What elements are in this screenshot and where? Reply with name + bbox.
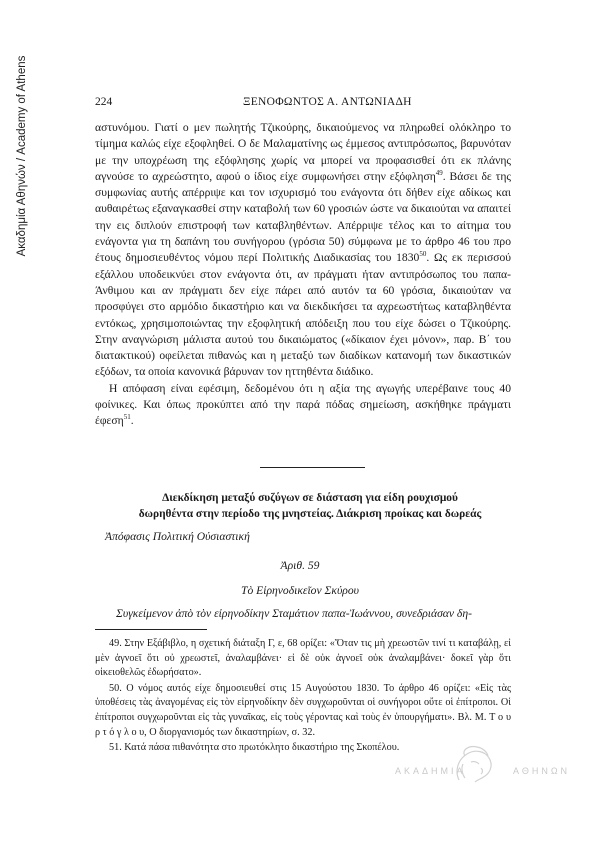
section-heading-line-2: δωρηθέντα στην περίοδο της μνηστείας. Διάκριση προίκας και δωρεάς xyxy=(138,508,482,520)
footnote-ref-51: 51 xyxy=(123,413,131,422)
paragraph-1-part-a: αστυνόμου. Γιατί ο μεν πωλητής Τζικούρης, δικαιούμενος να πληρωθεί ολόκληρο το τίμημα καλώς είχε εξοφληθεί. Ο δε Μαλαματίνης ως έμμεσος αντιπρόσωπος, βαρυνόταν με την υποχρέωση της εξόφλησης χωρίς να μπορεί να προφασισθεί ότι εκ πλάνης αγνούσε το αχρεώστητο, αφού ο ίδιος είχε συμφωνήσει στην εξόφληση xyxy=(95,121,511,183)
watermark-text-right: ΑΘΗΝΩΝ xyxy=(513,766,571,776)
section-heading-line-1: Διεκδίκηση μεταξύ συζύγων σε διάσταση για είδη ρουχισμού xyxy=(162,492,458,504)
decision-number: Ἀριθ. 59 xyxy=(280,559,320,572)
running-title: ΞΕΝΟΦΩΝΤΟΣ Α. ΑΝΤΩΝΙΑΔΗ xyxy=(243,96,412,108)
footnotes xyxy=(95,637,511,757)
section-divider xyxy=(260,467,365,468)
watermark-text-left: ΑΚΑΔΗΜΙΑ xyxy=(395,766,466,776)
footnote-51: 51. Κατά πάσα πιθανότητα στο πρωτόκλητο δικαστήριο της Σκοπέλου. xyxy=(109,742,400,754)
athena-head-icon xyxy=(441,744,507,784)
paragraph-1-part-c: . Ως εκ περισσού εξάλλου υποδεικνύει στον ενάγοντα ότι, αν πράγματι ήταν αντιπρόσωπος του παπα-Άνθιμου και αν πράγματι δεν είχε πάρει από αυτόν τα 60 γρόσια, δικαιούταν να προσφύγει στο αρμόδιο δικαστήριο και να διεκδικήσει τα αχρεωστήτως καταβληθέντα εντόκως, χρησιμοποιώντας την εξοφλητική απόδειξη που του είχε δώσει ο Τζικούρης. Στην αναγνώριση μάλιστα αυτού του δικαιώματος («δίκαιον έχει μόνον», παρ. Β΄ του διατακτικού) οφείλεται πιθανώς και η μεταξύ των διαδίκων κατανομή των δικαστικών εξόδων, τα οποία κανονικά βάρυναν τον ηττηθέντα διάδικο. xyxy=(95,251,511,379)
paragraph-2-part-a: Η απόφαση είναι εφέσιμη, δεδομένου ότι η αξία της αγωγής υπερέβαινε τους 40 φοίνικες. Και όπως προκύπτει από την παρά πόδας σημείωση, ασκήθηκε πράγματι έφεση xyxy=(95,381,511,428)
paragraph-1 xyxy=(95,120,511,381)
footnote-ref-49: 49 xyxy=(435,169,443,178)
archive-side-note xyxy=(2,36,42,276)
archive-side-note-text: Ακαδημία Αθηνών / Academy of Athens xyxy=(16,55,28,257)
academy-watermark xyxy=(395,744,575,784)
footnote-ref-50: 50 xyxy=(419,250,427,259)
footnote-49: 49. Στην Εξάβιβλο, η σχετική διάταξη Γ, ε, 68 ορίζει: «Ὅταν τις μὴ χρεωστῶν τινί τι καταβάλῃ, εἰ μὲν ἀγνοεῖ ὅτι οὐ χρεωστεῖ, ἀναλαμβάνει· εἰ δὲ οὐκ ἀγνοεῖ οὐκ ἀναλαμβάνει· δοκεῖ γὰρ ὅτι οἰκειοθελῶς ἐδωρήσατο». xyxy=(95,638,511,679)
footnote-divider xyxy=(95,629,207,630)
paragraph-2-part-b: . xyxy=(130,414,134,428)
court-decision-type: Ἀπόφασις Πολιτική Ούσιαστική xyxy=(105,530,250,543)
running-header xyxy=(95,96,505,112)
paragraph-2 xyxy=(95,381,511,430)
court-composition-line: Συγκείμενον ἀπὸ τὸν εἰρηνοδίκην Σταμάτιον παπα-Ἰωάννου, συνεδριάσαν δη- xyxy=(116,607,472,620)
page-number: 224 xyxy=(95,96,113,108)
paragraph-1-part-b: . Βάσει δε της συμφωνίας αυτής απέρριψε και τον ισχυρισμό του ενάγοντα ότι δήθεν είχε αδίκως και αυθαιρέτως εξαναγκασθεί στην καταβολή των 60 γροσιών ώστε να δικαιούται να απαιτεί την εις διπλούν επιστροφή των καταβληθέντων. Απέρριψε τέλος και το αίτημα του ενάγοντα για τη δαπάνη του συνήγορου (γρόσια 50) σύμφωνα με το άρθρο 46 του προ έτους δημοσιευθέντος νόμου περί Πολιτικής Διαδικασίας του 1830 xyxy=(95,169,511,265)
footnote-50: 50. Ο νόμος αυτός είχε δημοσιευθεί στις 15 Αυγούστου 1830. Το άρθρο 46 ορίζει: «Εἰς τὰς ὑποθέσεις τὰς ἀναγομένας εἰς τὸν εἰρηνοδίκην δὲν συγχωροῦνται οἱ συνήγοροι οὔτε οἱ ἐπίτροποι. Οἱ ἐπίτροποι συγχωροῦνται εἰς τὰς γυναῖκας, εἰς τοὺς γέροντας καὶ τοὺς ἐν ὑπουργήματι». Βλ. Μ. Τ ο υ ρ τ ό γ λ ο υ, Ο διοργανισμός των δικαστηρίων, σ. 32. xyxy=(95,682,511,738)
section-heading xyxy=(95,490,525,522)
court-name: Τὸ Εἰρηνοδικεῖον Σκύρου xyxy=(241,584,359,597)
main-text xyxy=(95,120,511,430)
